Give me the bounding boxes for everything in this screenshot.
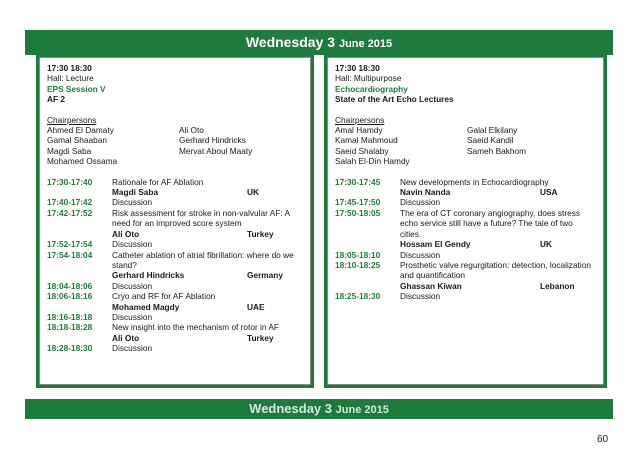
item-time: 17:30-17:45 bbox=[335, 176, 381, 187]
chairperson: Ahmed El Damaty bbox=[47, 125, 114, 136]
item-title: Risk assessment for stroke in non-valvular AF: A need for an improved score system bbox=[112, 207, 290, 229]
item-speaker: Magdi Saba bbox=[112, 187, 159, 198]
program-item bbox=[47, 197, 303, 207]
chairpersons-heading: Chairpersons bbox=[47, 114, 97, 125]
item-speaker: Navin Nanda bbox=[400, 187, 451, 198]
program-item bbox=[47, 322, 303, 343]
chairperson: Ali Oto bbox=[179, 125, 204, 136]
item-title: New developments in Echocardiography bbox=[400, 176, 549, 187]
program-item bbox=[335, 291, 596, 301]
item-time: 18:06-18:16 bbox=[47, 291, 93, 302]
session-time: 17:30 18:30 bbox=[335, 63, 380, 73]
item-title: Discussion bbox=[112, 197, 153, 208]
item-speaker: Ali Oto bbox=[112, 228, 140, 239]
item-title: Cryo and RF for AF Ablation bbox=[112, 291, 216, 302]
program-item bbox=[335, 177, 596, 198]
item-time: 18:28-18:30 bbox=[47, 343, 93, 354]
chairperson: Mervat Aboul Maaty bbox=[179, 145, 253, 156]
chairperson: Sameh Bakhom bbox=[467, 145, 527, 156]
banner-day-bottom: Wednesday 3 bbox=[249, 401, 333, 416]
program-item bbox=[335, 260, 596, 291]
chairpersons-heading: Chairpersons bbox=[335, 114, 385, 125]
banner-date-bottom: June 2015 bbox=[335, 404, 389, 416]
item-speaker: Hossam El Gendy bbox=[400, 239, 471, 250]
item-time: 18:18-18:28 bbox=[47, 322, 93, 333]
item-country: UK bbox=[247, 187, 259, 198]
session-title: Echocardiography bbox=[335, 83, 408, 94]
day-banner-bottom bbox=[25, 399, 613, 419]
item-title: Discussion bbox=[400, 249, 441, 260]
item-title: Catheter ablation of atrial fibrillation: where do we stand? bbox=[112, 249, 294, 270]
program-item bbox=[47, 239, 303, 249]
item-country: Turkey bbox=[247, 332, 274, 343]
program-item bbox=[335, 208, 596, 250]
banner-date: June 2015 bbox=[338, 38, 393, 50]
item-speaker: Ghassan Kiwan bbox=[400, 280, 462, 291]
item-title: Discussion bbox=[112, 239, 153, 250]
item-time: 17:54-18:04 bbox=[47, 249, 93, 260]
chairperson: Gerhard Hindricks bbox=[179, 135, 246, 146]
session-subtitle: State of the Art Echo Lectures bbox=[335, 94, 454, 105]
item-title: Rationale for AF Ablation bbox=[112, 176, 204, 187]
item-country: UK bbox=[540, 239, 552, 250]
item-title: Discussion bbox=[112, 311, 153, 322]
item-time: 17:30-17:40 bbox=[47, 176, 93, 187]
item-time: 18:04-18:06 bbox=[47, 280, 93, 291]
program-item bbox=[335, 250, 596, 260]
chairperson: Amal Hamdy bbox=[335, 125, 383, 136]
program-item bbox=[47, 208, 303, 239]
item-country: Germany bbox=[247, 270, 283, 281]
banner-day: Wednesday 3 bbox=[245, 34, 336, 50]
chairperson: Salah El-Din Hamdy bbox=[335, 156, 410, 167]
program-item bbox=[47, 312, 303, 322]
item-title: New insight into the mechanism of rotor in AF bbox=[112, 322, 279, 333]
item-speaker: Ali Oto bbox=[112, 332, 140, 343]
chairperson: Saeid Kandil bbox=[467, 135, 514, 146]
item-time: 18:16-18:18 bbox=[47, 311, 93, 322]
chairperson: Galal Elkilany bbox=[467, 125, 518, 136]
chairpersons-list bbox=[335, 125, 596, 167]
page-number: 60 bbox=[597, 434, 609, 445]
item-title: The era of CT coronary angiography, does stress echo service still have a future? The tale of two cities. bbox=[400, 207, 581, 239]
chairperson: Kamal Mahmoud bbox=[335, 135, 398, 146]
item-time: 17:50-18:05 bbox=[335, 207, 381, 218]
session-hall: Hall: Multipurpose bbox=[335, 73, 402, 84]
session-title: EPS Session V bbox=[47, 83, 106, 94]
item-time: 18:10-18:25 bbox=[335, 259, 381, 270]
chairperson: Saeid Shalaby bbox=[335, 145, 389, 156]
item-country: USA bbox=[540, 187, 558, 198]
program-item bbox=[335, 197, 596, 207]
chairperson: Gamal Shaaban bbox=[47, 135, 107, 146]
item-time: 17:52-17:54 bbox=[47, 239, 93, 250]
session-subtitle: AF 2 bbox=[47, 94, 65, 105]
item-country: Turkey bbox=[247, 228, 274, 239]
chairpersons-list bbox=[47, 125, 303, 167]
item-time: 18:05-18:10 bbox=[335, 249, 381, 260]
chairperson: Mohamed Ossama bbox=[47, 156, 118, 167]
session-panel-multipurpose bbox=[327, 57, 604, 385]
item-title: Discussion bbox=[112, 280, 153, 291]
session-hall: Hall: Lecture bbox=[47, 73, 94, 84]
item-speaker: Mohamed Magdy bbox=[112, 301, 180, 312]
session-time: 17:30 18:30 bbox=[47, 63, 92, 73]
item-speaker: Gerhard Hindricks bbox=[112, 270, 185, 281]
day-banner bbox=[25, 30, 613, 55]
program-item bbox=[47, 343, 303, 353]
item-time: 17:42-17:52 bbox=[47, 207, 93, 218]
item-title: Discussion bbox=[400, 291, 441, 302]
chairperson: Magdi Saba bbox=[47, 145, 92, 156]
item-time: 17:40-17:42 bbox=[47, 197, 93, 208]
item-country: Lebanon bbox=[540, 280, 575, 291]
item-time: 18:25-18:30 bbox=[335, 291, 381, 302]
program-item bbox=[47, 250, 303, 281]
program-item bbox=[47, 281, 303, 291]
program-item bbox=[47, 291, 303, 312]
item-title: Discussion bbox=[400, 197, 441, 208]
item-title: Discussion bbox=[112, 343, 153, 354]
item-title: Prosthetic valve regurgitation: detection, localization and quantification bbox=[400, 259, 591, 281]
item-country: UAE bbox=[247, 301, 265, 312]
session-panel-lecture bbox=[39, 57, 311, 385]
program-item bbox=[47, 177, 303, 198]
item-time: 17:45-17:50 bbox=[335, 197, 381, 208]
